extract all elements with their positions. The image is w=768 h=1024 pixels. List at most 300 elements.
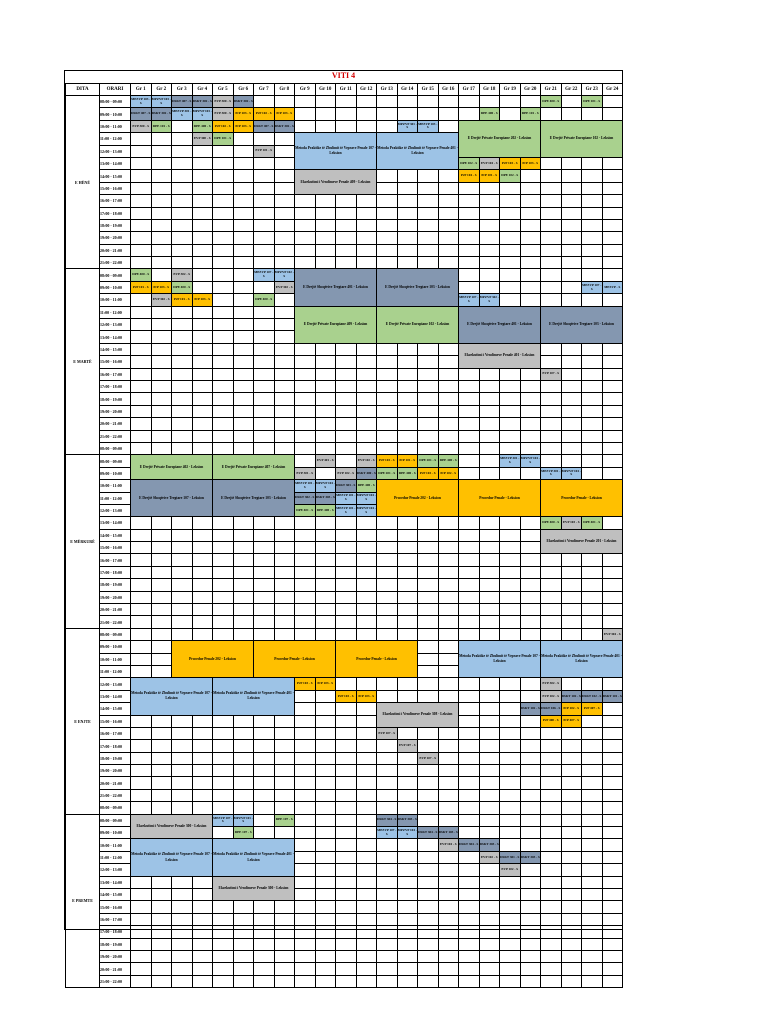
empty-cell <box>192 343 213 355</box>
empty-cell <box>479 96 500 108</box>
empty-cell <box>274 950 295 962</box>
empty-cell <box>315 393 336 405</box>
seminar-cell: EVP 401 - S <box>315 455 336 467</box>
empty-cell <box>602 715 623 727</box>
empty-cell <box>520 442 541 454</box>
empty-cell <box>295 864 316 876</box>
empty-cell <box>151 356 172 368</box>
time-slot: 15:00 - 16:00 <box>100 356 131 368</box>
empty-cell <box>561 628 582 640</box>
seminar-cell: EVP 107 - S <box>541 368 562 380</box>
empty-cell <box>541 281 562 293</box>
empty-cell <box>336 380 357 392</box>
empty-cell <box>438 690 459 702</box>
empty-cell <box>192 765 213 777</box>
empty-cell <box>479 566 500 578</box>
empty-cell <box>274 157 295 169</box>
empty-cell <box>582 157 603 169</box>
empty-cell <box>274 244 295 256</box>
empty-cell <box>438 864 459 876</box>
empty-cell <box>541 232 562 244</box>
empty-cell <box>192 281 213 293</box>
empty-cell <box>233 517 254 529</box>
empty-cell <box>582 257 603 269</box>
group-header: Gr 1 <box>131 84 152 96</box>
empty-cell <box>254 170 275 182</box>
empty-cell <box>418 839 439 851</box>
empty-cell <box>315 604 336 616</box>
empty-cell <box>582 616 603 628</box>
empty-cell <box>336 393 357 405</box>
empty-cell <box>213 926 234 938</box>
empty-cell <box>397 616 418 628</box>
seminar-cell: DSKT 303 - S <box>520 851 541 863</box>
empty-cell <box>602 157 623 169</box>
empty-cell <box>418 727 439 739</box>
empty-cell <box>602 207 623 219</box>
empty-cell <box>479 938 500 950</box>
empty-cell <box>295 765 316 777</box>
group-header: Gr 9 <box>295 84 316 96</box>
empty-cell <box>336 529 357 541</box>
empty-cell <box>561 889 582 901</box>
empty-cell <box>582 814 603 826</box>
seminar-cell: DSKT 304 - S <box>377 814 398 826</box>
time-slot: 14:00 - 15:00 <box>100 343 131 355</box>
empty-cell <box>582 343 603 355</box>
empty-cell <box>131 975 152 987</box>
empty-cell <box>561 802 582 814</box>
empty-cell <box>315 343 336 355</box>
empty-cell <box>213 257 234 269</box>
empty-cell <box>561 963 582 975</box>
time-slot: 09:00 - 10:00 <box>100 827 131 839</box>
empty-cell <box>541 393 562 405</box>
empty-cell <box>356 703 377 715</box>
empty-cell <box>459 219 480 231</box>
empty-cell <box>131 133 152 145</box>
empty-cell <box>274 195 295 207</box>
empty-cell <box>418 207 439 219</box>
empty-cell <box>131 950 152 962</box>
empty-cell <box>561 926 582 938</box>
empty-cell <box>233 133 254 145</box>
empty-cell <box>418 430 439 442</box>
seminar-cell: DSKT 304 - S <box>418 827 439 839</box>
empty-cell <box>438 950 459 962</box>
empty-cell <box>541 727 562 739</box>
empty-cell <box>233 331 254 343</box>
empty-cell <box>172 306 193 318</box>
empty-cell <box>479 554 500 566</box>
empty-cell <box>356 393 377 405</box>
empty-cell <box>397 938 418 950</box>
empty-cell <box>131 777 152 789</box>
empty-cell <box>397 802 418 814</box>
empty-cell <box>377 839 398 851</box>
empty-cell <box>336 554 357 566</box>
empty-cell <box>602 467 623 479</box>
empty-cell <box>151 938 172 950</box>
time-slot: 10:00 - 11:00 <box>100 480 131 492</box>
empty-cell <box>541 219 562 231</box>
empty-cell <box>520 901 541 913</box>
lecture-block: Metoda Praktike të Zbulimit të Veprave Penale 401 - Leksion <box>377 133 459 170</box>
empty-cell <box>131 306 152 318</box>
empty-cell <box>418 938 439 950</box>
schedule-row <box>66 108 623 120</box>
empty-cell <box>336 777 357 789</box>
empty-cell <box>356 591 377 603</box>
empty-cell <box>561 554 582 566</box>
empty-cell <box>438 604 459 616</box>
empty-cell <box>582 356 603 368</box>
schedule-row <box>66 901 623 913</box>
empty-cell <box>397 864 418 876</box>
schedule-row <box>66 604 623 616</box>
empty-cell <box>500 889 521 901</box>
empty-cell <box>192 926 213 938</box>
empty-cell <box>418 740 439 752</box>
group-header: Gr 6 <box>233 84 254 96</box>
empty-cell <box>397 219 418 231</box>
empty-cell <box>541 777 562 789</box>
empty-cell <box>131 356 152 368</box>
empty-cell <box>295 690 316 702</box>
empty-cell <box>192 715 213 727</box>
empty-cell <box>541 963 562 975</box>
lecture-block: Procedur Penale 202 - Leksion <box>377 480 459 517</box>
empty-cell <box>377 616 398 628</box>
empty-cell <box>233 244 254 256</box>
empty-cell <box>500 604 521 616</box>
empty-cell <box>315 195 336 207</box>
empty-cell <box>356 777 377 789</box>
empty-cell <box>602 938 623 950</box>
empty-cell <box>172 319 193 331</box>
empty-cell <box>131 740 152 752</box>
empty-cell <box>561 777 582 789</box>
empty-cell <box>151 393 172 405</box>
empty-cell <box>315 418 336 430</box>
seminar-cell: DPE 400 - S <box>541 96 562 108</box>
empty-cell <box>151 665 172 677</box>
empty-cell <box>418 876 439 888</box>
empty-cell <box>541 170 562 182</box>
empty-cell <box>418 777 439 789</box>
empty-cell <box>582 219 603 231</box>
empty-cell <box>582 777 603 789</box>
empty-cell <box>438 120 459 132</box>
empty-cell <box>479 715 500 727</box>
empty-cell <box>172 257 193 269</box>
empty-cell <box>336 851 357 863</box>
empty-cell <box>295 802 316 814</box>
empty-cell <box>254 244 275 256</box>
empty-cell <box>192 157 213 169</box>
empty-cell <box>500 368 521 380</box>
empty-cell <box>459 827 480 839</box>
empty-cell <box>397 108 418 120</box>
empty-cell <box>213 170 234 182</box>
seminar-cell: EVP 104 - S <box>438 839 459 851</box>
empty-cell <box>131 727 152 739</box>
seminar-cell: DPE 400 - S <box>438 455 459 467</box>
empty-cell <box>561 442 582 454</box>
seminar-cell: EVP 302 - S <box>541 678 562 690</box>
empty-cell <box>602 740 623 752</box>
empty-cell <box>582 901 603 913</box>
empty-cell <box>500 219 521 231</box>
empty-cell <box>438 814 459 826</box>
empty-cell <box>520 740 541 752</box>
time-slot: 15:00 - 16:00 <box>100 901 131 913</box>
time-column-header: ORARI <box>100 84 131 96</box>
seminar-cell: PrP 102 - S <box>213 120 234 132</box>
schedule-row <box>66 542 623 554</box>
seminar-cell: DSKT 302 - S <box>274 120 295 132</box>
empty-cell <box>172 876 193 888</box>
empty-cell <box>274 207 295 219</box>
empty-cell <box>213 418 234 430</box>
empty-cell <box>582 727 603 739</box>
empty-cell <box>151 926 172 938</box>
seminar-cell: DSKT 400 - S <box>356 467 377 479</box>
seminar-cell: MPZVP 107 - S <box>459 294 480 306</box>
empty-cell <box>233 566 254 578</box>
empty-cell <box>438 442 459 454</box>
empty-cell <box>151 789 172 801</box>
empty-cell <box>336 975 357 987</box>
empty-cell <box>131 579 152 591</box>
empty-cell <box>274 752 295 764</box>
empty-cell <box>561 814 582 826</box>
empty-cell <box>561 727 582 739</box>
time-slot: 20:00 - 21:00 <box>100 244 131 256</box>
empty-cell <box>192 529 213 541</box>
empty-cell <box>274 517 295 529</box>
empty-cell <box>459 690 480 702</box>
time-slot: 16:00 - 17:00 <box>100 368 131 380</box>
empty-cell <box>561 851 582 863</box>
empty-cell <box>151 306 172 318</box>
empty-cell <box>479 752 500 764</box>
empty-cell <box>192 950 213 962</box>
schedule-title: VITI 4 <box>331 71 356 80</box>
empty-cell <box>274 170 295 182</box>
empty-cell <box>438 517 459 529</box>
empty-cell <box>438 380 459 392</box>
empty-cell <box>397 913 418 925</box>
empty-cell <box>438 566 459 578</box>
empty-cell <box>397 566 418 578</box>
empty-cell <box>315 765 336 777</box>
empty-cell <box>459 195 480 207</box>
empty-cell <box>561 740 582 752</box>
empty-cell <box>541 405 562 417</box>
empty-cell <box>151 182 172 194</box>
time-slot: 13:00 - 14:00 <box>100 331 131 343</box>
empty-cell <box>602 752 623 764</box>
empty-cell <box>377 517 398 529</box>
empty-cell <box>397 393 418 405</box>
empty-cell <box>479 678 500 690</box>
empty-cell <box>172 938 193 950</box>
empty-cell <box>131 195 152 207</box>
empty-cell <box>459 418 480 430</box>
empty-cell <box>233 542 254 554</box>
empty-cell <box>602 727 623 739</box>
empty-cell <box>254 579 275 591</box>
seminar-cell: PrP 101 - S <box>172 294 193 306</box>
schedule-row <box>66 591 623 603</box>
seminar-cell: PrP 103 - S <box>274 108 295 120</box>
day-label: E HËNË <box>66 96 100 269</box>
empty-cell <box>315 789 336 801</box>
schedule-row <box>66 380 623 392</box>
schedule-row <box>66 517 623 529</box>
schedule-row <box>66 257 623 269</box>
empty-cell <box>151 368 172 380</box>
empty-cell <box>479 393 500 405</box>
empty-cell <box>172 715 193 727</box>
empty-cell <box>602 294 623 306</box>
lecture-block: E Drejtë Shoqërive Tregtare 103 - Leksion <box>377 269 459 306</box>
empty-cell <box>438 418 459 430</box>
empty-cell <box>459 207 480 219</box>
seminar-cell: EVP 107 - S <box>397 740 418 752</box>
empty-cell <box>397 851 418 863</box>
empty-cell <box>459 467 480 479</box>
empty-cell <box>602 566 623 578</box>
seminar-cell: DPE 101 - S <box>582 96 603 108</box>
empty-cell <box>397 727 418 739</box>
empty-cell <box>377 96 398 108</box>
empty-cell <box>295 913 316 925</box>
seminar-cell: MPZVP 301 - S <box>397 120 418 132</box>
empty-cell <box>274 938 295 950</box>
empty-cell <box>131 418 152 430</box>
empty-cell <box>315 740 336 752</box>
empty-cell <box>520 219 541 231</box>
empty-cell <box>151 591 172 603</box>
empty-cell <box>582 380 603 392</box>
empty-cell <box>500 752 521 764</box>
empty-cell <box>274 913 295 925</box>
empty-cell <box>479 628 500 640</box>
empty-cell <box>459 913 480 925</box>
empty-cell <box>213 244 234 256</box>
empty-cell <box>541 207 562 219</box>
empty-cell <box>438 938 459 950</box>
empty-cell <box>172 343 193 355</box>
empty-cell <box>213 195 234 207</box>
empty-cell <box>172 963 193 975</box>
empty-cell <box>151 244 172 256</box>
lecture-block: Metoda Praktike të Zbulimit të Veprave Penale 107 - Leksion <box>131 678 213 715</box>
empty-cell <box>520 542 541 554</box>
empty-cell <box>500 839 521 851</box>
empty-cell <box>356 752 377 764</box>
empty-cell <box>418 96 439 108</box>
empty-cell <box>541 244 562 256</box>
empty-cell <box>438 752 459 764</box>
empty-cell <box>295 405 316 417</box>
empty-cell <box>151 963 172 975</box>
empty-cell <box>500 207 521 219</box>
empty-cell <box>561 343 582 355</box>
empty-cell <box>561 257 582 269</box>
empty-cell <box>602 517 623 529</box>
empty-cell <box>541 157 562 169</box>
empty-cell <box>192 727 213 739</box>
empty-cell <box>602 343 623 355</box>
empty-cell <box>377 950 398 962</box>
empty-cell <box>336 864 357 876</box>
empty-cell <box>520 715 541 727</box>
empty-cell <box>438 628 459 640</box>
empty-cell <box>151 628 172 640</box>
schedule-row <box>66 727 623 739</box>
empty-cell <box>479 281 500 293</box>
empty-cell <box>131 294 152 306</box>
time-slot: 19:00 - 20:00 <box>100 950 131 962</box>
empty-cell <box>213 368 234 380</box>
empty-cell <box>418 653 439 665</box>
empty-cell <box>295 566 316 578</box>
empty-cell <box>500 963 521 975</box>
empty-cell <box>356 765 377 777</box>
empty-cell <box>602 257 623 269</box>
empty-cell <box>295 901 316 913</box>
empty-cell <box>233 207 254 219</box>
empty-cell <box>459 108 480 120</box>
empty-cell <box>254 566 275 578</box>
group-header: Gr 2 <box>151 84 172 96</box>
empty-cell <box>459 529 480 541</box>
empty-cell <box>500 950 521 962</box>
empty-cell <box>274 591 295 603</box>
empty-cell <box>459 975 480 987</box>
empty-cell <box>479 257 500 269</box>
empty-cell <box>213 604 234 616</box>
empty-cell <box>397 591 418 603</box>
time-slot: 11:00 - 12:00 <box>100 665 131 677</box>
empty-cell <box>561 244 582 256</box>
empty-cell <box>295 616 316 628</box>
empty-cell <box>151 430 172 442</box>
empty-cell <box>541 950 562 962</box>
empty-cell <box>274 430 295 442</box>
empty-cell <box>151 616 172 628</box>
empty-cell <box>459 554 480 566</box>
seminar-cell: MPZVP 101 - S <box>295 480 316 492</box>
empty-cell <box>438 554 459 566</box>
empty-cell <box>274 727 295 739</box>
time-slot: 08:00 - 09:00 <box>100 269 131 281</box>
empty-cell <box>459 96 480 108</box>
empty-cell <box>500 418 521 430</box>
empty-cell <box>172 579 193 591</box>
empty-cell <box>602 814 623 826</box>
empty-cell <box>151 529 172 541</box>
empty-cell <box>438 616 459 628</box>
schedule-row <box>66 195 623 207</box>
empty-cell <box>213 145 234 157</box>
empty-cell <box>254 306 275 318</box>
empty-cell <box>336 542 357 554</box>
schedule-row <box>66 789 623 801</box>
